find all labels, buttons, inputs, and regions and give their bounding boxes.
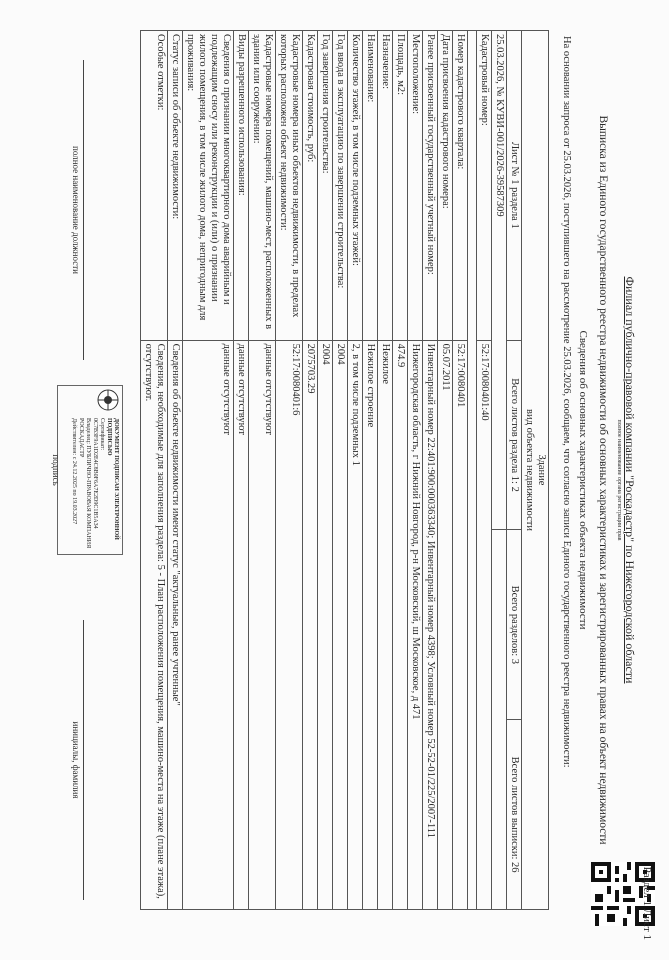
object-type-cell [522,31,549,910]
property-table [140,30,549,910]
table-row [453,31,468,910]
row-label: Местоположение: [408,31,423,341]
request-date-number: 25.03.2026, № КУВИ-001/2026-39587309 [492,31,507,530]
row-value: 2004 [333,340,348,909]
sheets-total: Всего листов выписки: 26 [507,720,522,910]
row-value: 474.9 [393,340,408,909]
row-value: Нежилое строение [363,340,378,909]
table-row [333,31,348,910]
document-subtitle: Сведения об основных характеристиках объекта недвижимости [577,330,589,630]
table-row [423,31,438,910]
row-label: Кадастровая стоимость, руб: [303,31,318,341]
row-value: 52:17:0080401:6 [276,340,303,909]
initials-label: инициалы, фамилия [71,721,81,799]
table-row [363,31,378,910]
table-row [141,31,168,910]
stamp-certificate: Сертификат: 0C7B3F9A1D2E4C8B0F6A7E2D9C1B5A34 [92,418,105,529]
branch-sublabel: полное наименование органа регистрации прав [616,419,622,541]
table-row [234,31,249,910]
position-label: полное наименование должности [71,146,81,274]
object-type-sublabel: вид объекта недвижимости [524,409,535,531]
table-row [183,31,234,910]
row-value: Нижегородская область, г Нижний Новгород, р-н Московский, ш Московское, д 471 [408,340,423,909]
row-value: 2075703.29 [303,340,318,909]
table-row [348,31,363,910]
row-value: Нежилое [378,340,393,909]
document-title: Выписка из Единого государственного реестра недвижимости об основных характеристиках и зарегистрированных правах на объект недвижимости [597,115,609,845]
table-row [168,31,183,910]
stamp-validity: Действителен: с 24.12.2025 по 19.03.2027 [71,418,77,525]
table-row [249,31,276,910]
row-value: данные отсутствуют [234,340,249,909]
e-signature-stamp [57,385,123,555]
roskadastr-logo-icon [97,389,119,411]
row-value: данные отсутствуют [183,340,234,909]
table-row [408,31,423,910]
row-label: Наименование: [363,31,378,341]
stamp-owner-name: РОСКАДАСТР [78,418,84,458]
sections-total: Всего разделов: 3 [507,530,522,720]
row-label: Дата присвоения кадастрового номера: [438,31,453,341]
row-label: Статус записи об объекте недвижимости: [168,31,183,341]
row-value: данные отсутствуют [249,340,276,909]
initials-line [83,620,84,900]
sheet-number: Лист № 1 раздела 1 [507,31,522,341]
row-label: Особые отметки: [141,31,168,341]
table-row [393,31,408,910]
sheets-in-section: Всего листов раздела 1: 2 [507,340,522,530]
row-value: 05.07.2011 [438,340,453,909]
branch-name: Филиал публично-правовой компании "Роскадастр" по Нижегородской области [623,276,637,684]
row-label: Ранее присвоенный государственный учетный номер: [423,31,438,341]
section-label: Раздел 1 Лист 1 [641,866,653,940]
table-row [318,31,333,910]
position-line [83,60,84,360]
signature-label: подпись [51,454,61,486]
object-type-label: Здание [536,454,547,486]
stamp-owner: Владелец: ПУБЛИЧНО-ПРАВОВАЯ КОМПАНИЯ [85,418,91,549]
row-label: Кадастровые номера иных объектов недвижимости, в пределах которых расположен объект недвижимости: [276,31,303,341]
basis-text: На основании запроса от 25.03.2026, поступившего на рассмотрение 25.03.2026, сообщаем, что согласно записи Единого государственного реестра недвижимости: [561,36,572,768]
row-value: Сведения об объекте недвижимости имеют статус "актуальные, ранее учтенные" [168,340,183,909]
stamp-title: ДОКУМЕНТ ПОДПИСАН ЭЛЕКТРОННОЙ ПОДПИСЬЮ [106,418,119,540]
row-label: Сведения о признании многоквартирного дома аварийным и подлежащим сносу или реконструкции и (или) о признании жилого помещения, в том числе жилого дома, непригодным для проживания: [183,31,234,341]
table-row [438,31,453,910]
row-label: Год ввода в эксплуатацию по завершении строительства: [333,31,348,341]
row-label: Номер кадастрового квартала: [453,31,468,341]
row-value: 52:17:0080401 [453,340,468,909]
cadastral-number-label: Кадастровый номер: [477,31,492,341]
table-row [378,31,393,910]
row-label: Год завершения строительства: [318,31,333,341]
row-label: Виды разрешенного использования: [234,31,249,341]
table-row [276,31,303,910]
row-label: Площадь, м2: [393,31,408,341]
row-value: 2004 [318,340,333,909]
row-value: Инвентарный номер 22:401:900:000363340; Инвентарный номер 4398; Условный номер 52-52-01/225/2007-111 [423,340,438,909]
row-label: Кадастровые номера помещений, машино-мест, расположенных в здании или сооружении: [249,31,276,341]
row-value: Сведения, необходимые для заполнения раздела: 5 - План расположения помещения, машино-места на этаже (плане этажа), отсутствуют. [141,340,168,909]
row-label: Назначение: [378,31,393,341]
table-row [303,31,318,910]
row-label: Количество этажей, в том числе подземных этажей: [348,31,363,341]
row-value: 2, в том числе подземных 1 [348,340,363,909]
cadastral-number-value: 52:17:0080401:40 [477,340,492,909]
